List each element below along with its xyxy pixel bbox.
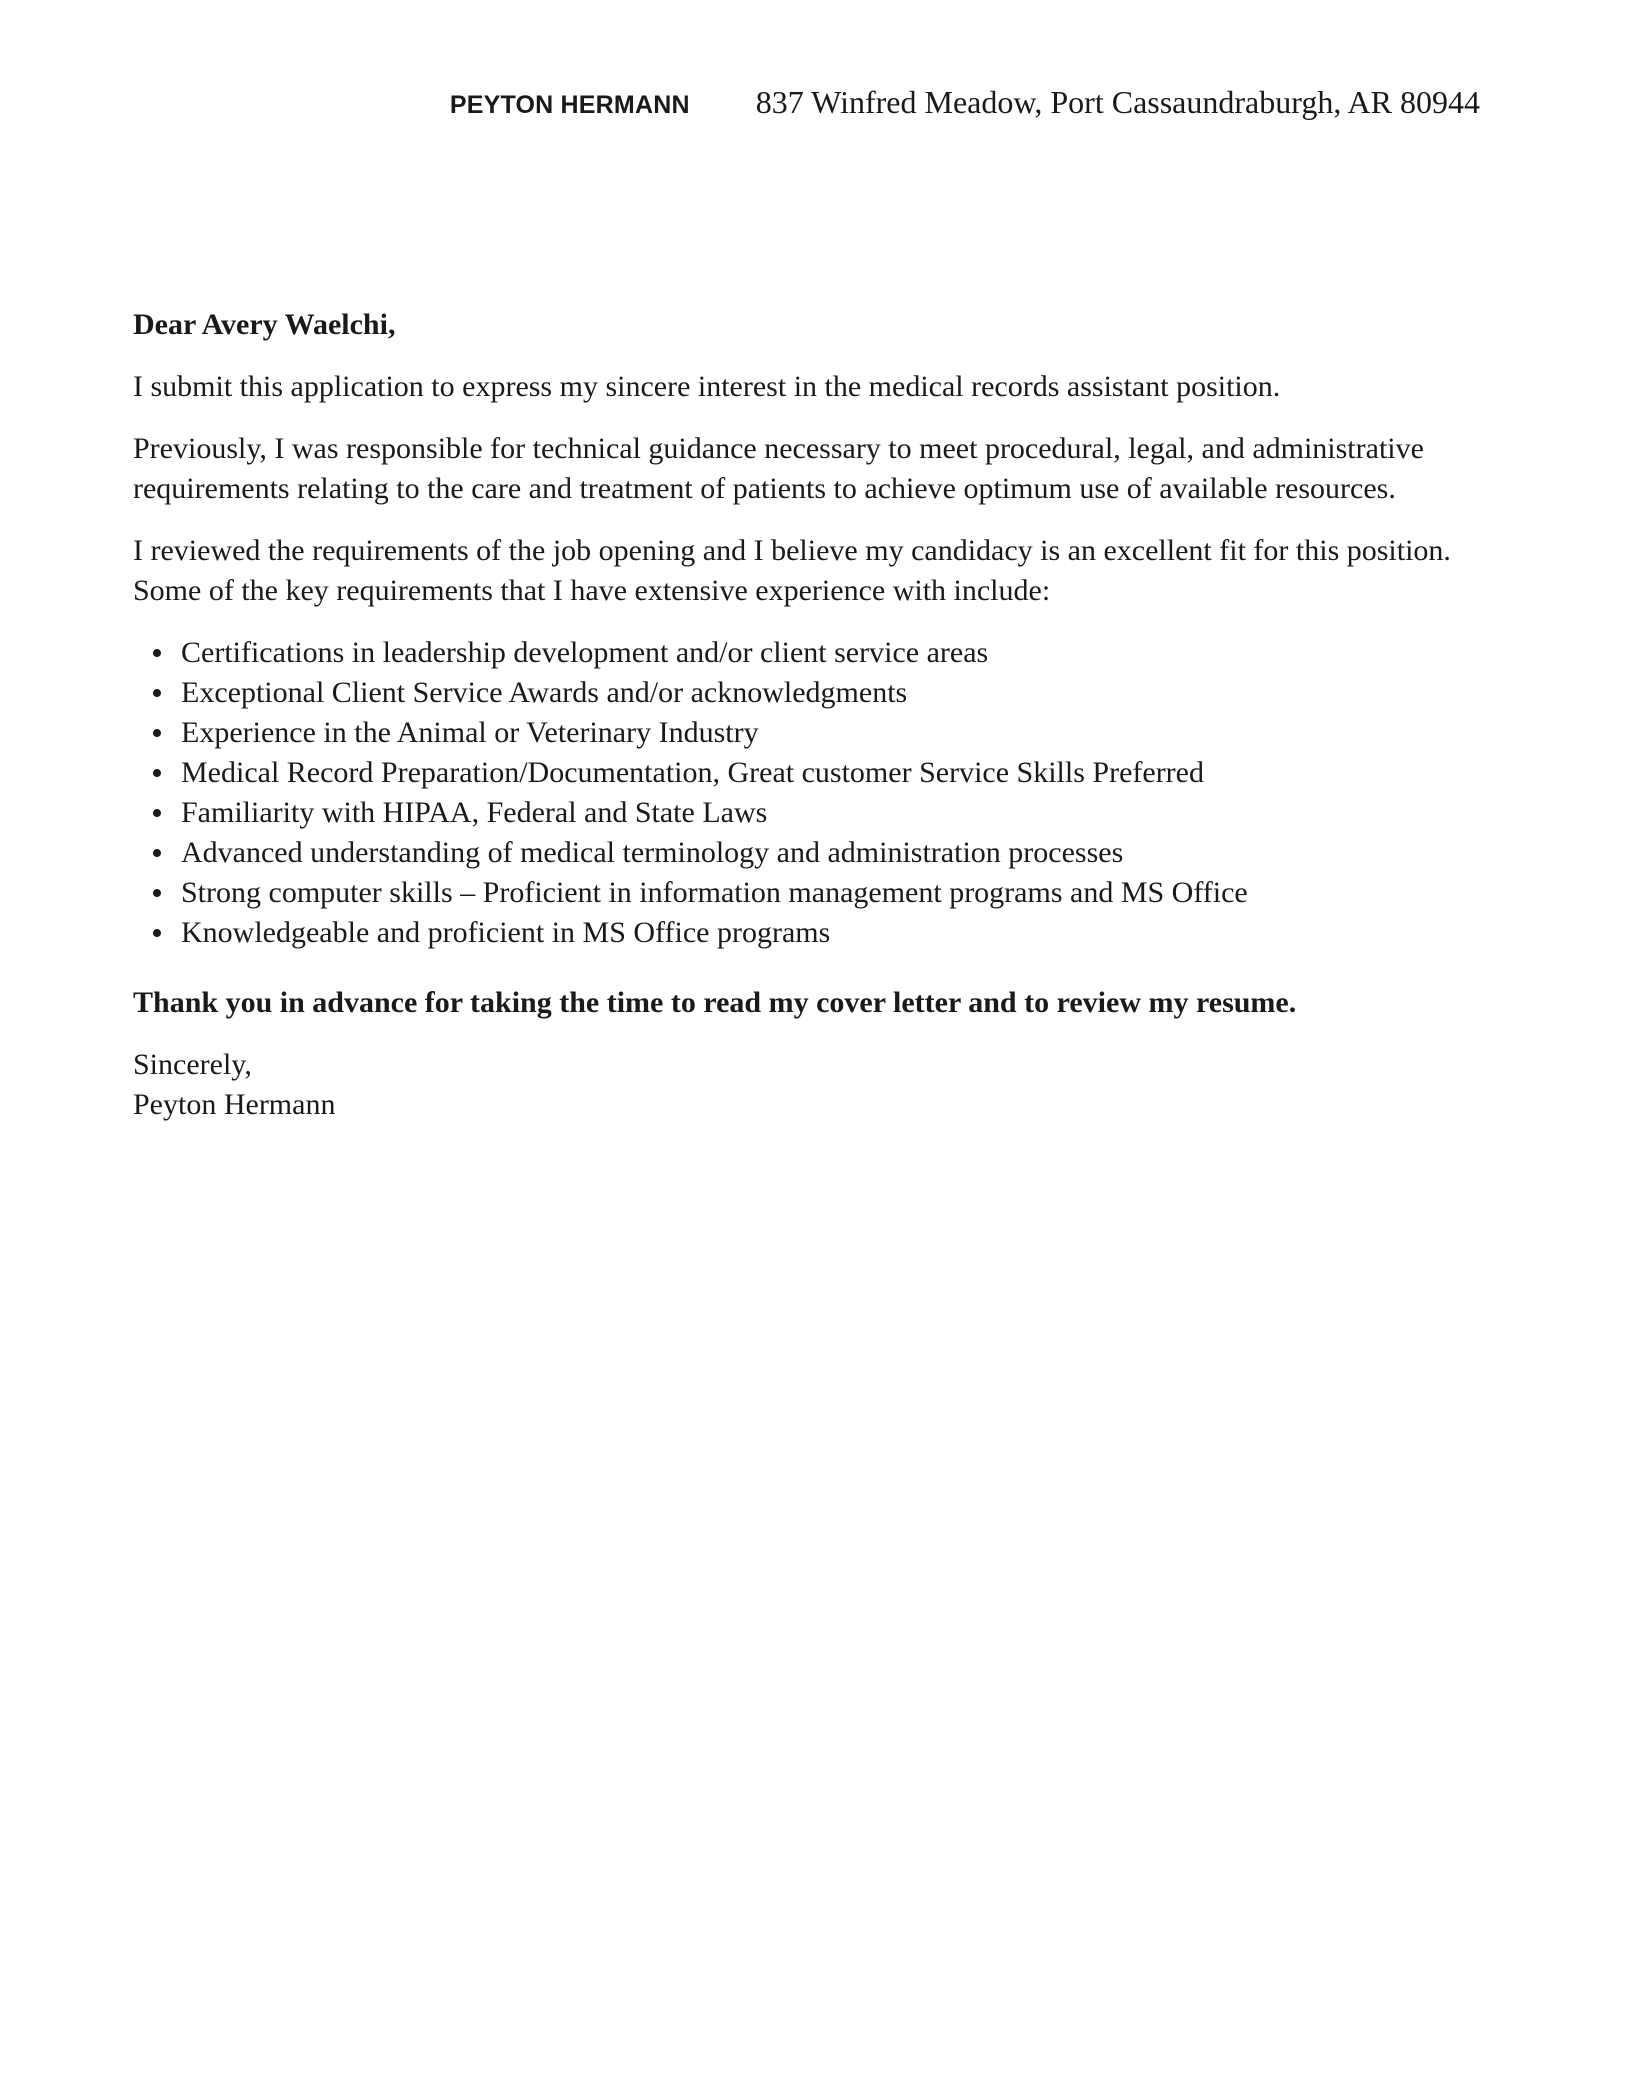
bullet-icon [153,809,161,817]
requirement-text: Familiarity with HIPAA, Federal and State Laws [181,796,768,829]
bullet-icon [153,929,161,937]
sender-address: 837 Winfred Meadow, Port Cassaundraburgh, AR 80944 [755,84,1480,120]
thank-you-line: Thank you in advance for taking the time to read my cover letter and to review my resume. [133,986,1297,1019]
experience-paragraph: Previously, I was responsible for technical guidance necessary to meet procedural, legal, and administrative requirements relating to the care and treatment of patients to achieve optimum use of available resources. [133,432,1424,505]
closing-word: Sincerely, [133,1048,252,1081]
bullet-icon [153,849,161,857]
list-item [133,753,1463,793]
list-item [133,713,1463,753]
sender-name: PEYTON HERMANN [449,91,690,119]
letter-header [450,84,1480,121]
bullet-icon [153,889,161,897]
list-item [133,633,1463,673]
bullet-icon [153,689,161,697]
list-item [133,793,1463,833]
letter-body [133,305,1463,1125]
requirement-text: Advanced understanding of medical terminology and administration processes [181,836,1124,869]
salutation: Dear Avery Waelchi, [133,308,396,341]
intro-paragraph: I submit this application to express my sincere interest in the medical records assistant position. [133,370,1281,403]
requirement-text: Knowledgeable and proficient in MS Office programs [181,916,831,949]
requirement-text: Strong computer skills – Proficient in information management programs and MS Office [181,876,1248,909]
list-item [133,673,1463,713]
bullet-icon [153,729,161,737]
requirement-text: Exceptional Client Service Awards and/or acknowledgments [181,676,908,709]
signature-name: Peyton Hermann [133,1088,336,1121]
bullet-icon [153,769,161,777]
bullet-icon [153,649,161,657]
requirement-text: Medical Record Preparation/Documentation, Great customer Service Skills Preferred [181,756,1204,789]
requirement-text: Experience in the Animal or Veterinary Industry [181,716,759,749]
requirements-list [133,633,1463,953]
list-item [133,873,1463,913]
list-item [133,913,1463,953]
list-item [133,833,1463,873]
signoff [133,1045,1463,1125]
requirements-intro-paragraph: I reviewed the requirements of the job opening and I believe my candidacy is an excellent fit for this position. Some of the key requirements that I have extensive experience with include: [133,534,1451,607]
requirement-text: Certifications in leadership development and/or client service areas [181,636,989,669]
